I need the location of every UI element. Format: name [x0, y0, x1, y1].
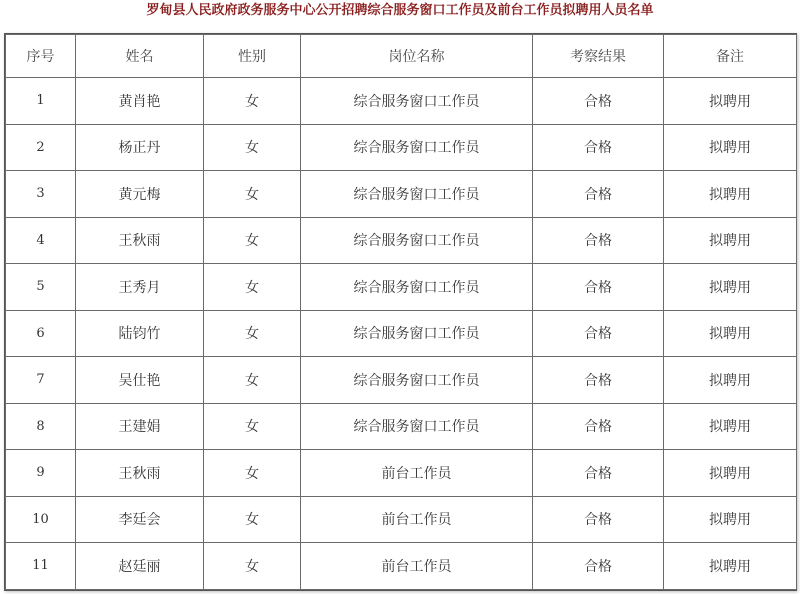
cell-remark: 拟聘用	[664, 357, 797, 404]
cell-gender: 女	[204, 496, 301, 543]
cell-position: 前台工作员	[301, 543, 533, 590]
cell-name: 杨正丹	[76, 124, 204, 171]
cell-index: 4	[6, 217, 76, 264]
cell-position: 综合服务窗口工作员	[301, 78, 533, 125]
header-position: 岗位名称	[301, 35, 533, 78]
cell-name: 黄元梅	[76, 171, 204, 218]
cell-assessment: 合格	[533, 450, 664, 497]
cell-index: 3	[6, 171, 76, 218]
cell-position: 前台工作员	[301, 496, 533, 543]
cell-remark: 拟聘用	[664, 264, 797, 311]
cell-assessment: 合格	[533, 357, 664, 404]
table-row	[6, 496, 797, 543]
cell-position: 综合服务窗口工作员	[301, 357, 533, 404]
cell-gender: 女	[204, 403, 301, 450]
cell-remark: 拟聘用	[664, 78, 797, 125]
cell-name: 李廷会	[76, 496, 204, 543]
roster-table-frame	[4, 33, 797, 591]
cell-gender: 女	[204, 450, 301, 497]
cell-name: 黄肖艳	[76, 78, 204, 125]
cell-index: 8	[6, 403, 76, 450]
cell-index: 9	[6, 450, 76, 497]
table-row	[6, 217, 797, 264]
cell-assessment: 合格	[533, 171, 664, 218]
cell-gender: 女	[204, 310, 301, 357]
cell-assessment: 合格	[533, 310, 664, 357]
cell-index: 11	[6, 543, 76, 590]
cell-name: 陆钧竹	[76, 310, 204, 357]
cell-gender: 女	[204, 78, 301, 125]
table-row	[6, 450, 797, 497]
header-index: 序号	[6, 35, 76, 78]
table-row	[6, 264, 797, 311]
cell-remark: 拟聘用	[664, 450, 797, 497]
header-name: 姓名	[76, 35, 204, 78]
cell-name: 王秀月	[76, 264, 204, 311]
cell-assessment: 合格	[533, 496, 664, 543]
header-assessment: 考察结果	[533, 35, 664, 78]
table-header-row	[6, 35, 797, 78]
table-row	[6, 543, 797, 590]
cell-remark: 拟聘用	[664, 543, 797, 590]
cell-position: 综合服务窗口工作员	[301, 217, 533, 264]
cell-remark: 拟聘用	[664, 217, 797, 264]
cell-assessment: 合格	[533, 403, 664, 450]
cell-remark: 拟聘用	[664, 310, 797, 357]
table-row	[6, 171, 797, 218]
roster-table	[5, 34, 797, 590]
cell-name: 吴仕艳	[76, 357, 204, 404]
cell-gender: 女	[204, 171, 301, 218]
cell-assessment: 合格	[533, 264, 664, 311]
cell-remark: 拟聘用	[664, 124, 797, 171]
cell-assessment: 合格	[533, 217, 664, 264]
cell-position: 综合服务窗口工作员	[301, 264, 533, 311]
table-row	[6, 124, 797, 171]
document-title: 罗甸县人民政府政务服务中心公开招聘综合服务窗口工作员及前台工作员拟聘用人员名单	[146, 3, 654, 18]
table-row	[6, 310, 797, 357]
cell-position: 综合服务窗口工作员	[301, 171, 533, 218]
table-row	[6, 357, 797, 404]
table-row	[6, 403, 797, 450]
cell-name: 王秋雨	[76, 450, 204, 497]
cell-name: 王秋雨	[76, 217, 204, 264]
cell-index: 2	[6, 124, 76, 171]
cell-assessment: 合格	[533, 78, 664, 125]
cell-position: 综合服务窗口工作员	[301, 124, 533, 171]
cell-name: 王建娟	[76, 403, 204, 450]
cell-index: 10	[6, 496, 76, 543]
cell-index: 7	[6, 357, 76, 404]
cell-assessment: 合格	[533, 543, 664, 590]
header-gender: 性别	[204, 35, 301, 78]
cell-index: 6	[6, 310, 76, 357]
header-remark: 备注	[664, 35, 797, 78]
cell-gender: 女	[204, 543, 301, 590]
cell-gender: 女	[204, 124, 301, 171]
table-row	[6, 78, 797, 125]
cell-position: 综合服务窗口工作员	[301, 403, 533, 450]
cell-remark: 拟聘用	[664, 496, 797, 543]
cell-index: 1	[6, 78, 76, 125]
cell-remark: 拟聘用	[664, 403, 797, 450]
cell-gender: 女	[204, 264, 301, 311]
cell-gender: 女	[204, 217, 301, 264]
cell-position: 综合服务窗口工作员	[301, 310, 533, 357]
cell-position: 前台工作员	[301, 450, 533, 497]
cell-name: 赵廷丽	[76, 543, 204, 590]
cell-index: 5	[6, 264, 76, 311]
cell-assessment: 合格	[533, 124, 664, 171]
cell-gender: 女	[204, 357, 301, 404]
cell-remark: 拟聘用	[664, 171, 797, 218]
